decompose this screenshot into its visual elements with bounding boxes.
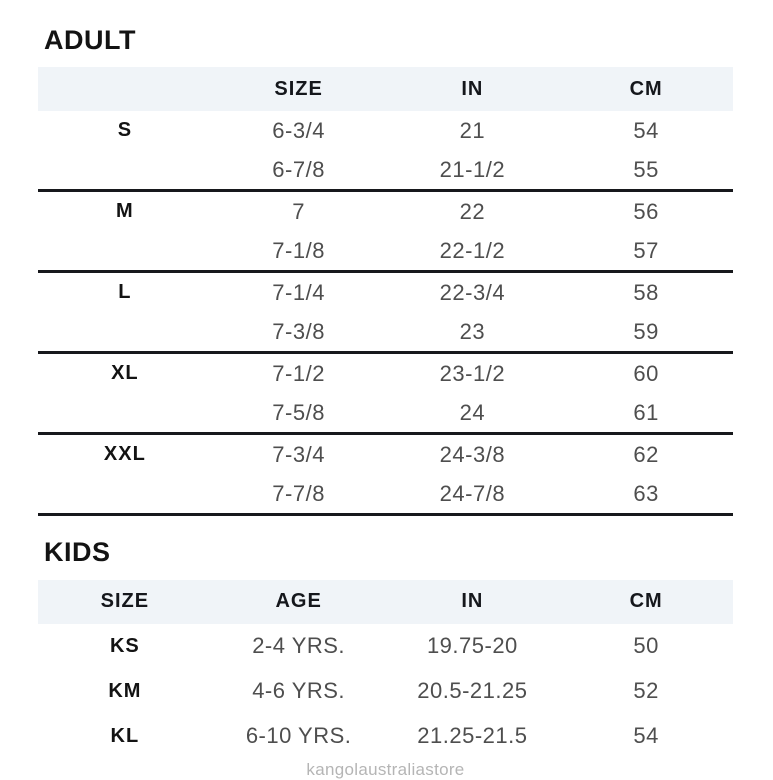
cell-cm: 54 bbox=[633, 117, 659, 143]
cell-cm: 59 bbox=[633, 318, 659, 344]
table-row bbox=[38, 393, 733, 432]
size-group-s bbox=[38, 111, 733, 192]
cell-in: 24-7/8 bbox=[439, 480, 506, 506]
size-label: M bbox=[116, 200, 134, 223]
cell-age: 2-4 YRS. bbox=[252, 633, 346, 659]
table-row bbox=[38, 669, 733, 714]
column-header-cm: CM bbox=[629, 590, 663, 613]
cell-in: 22-3/4 bbox=[439, 279, 506, 305]
cell-size: 7-3/8 bbox=[272, 318, 325, 344]
cell-size: 7-5/8 bbox=[272, 399, 325, 425]
cell-size: 6-7/8 bbox=[272, 156, 325, 182]
table-row bbox=[38, 354, 733, 393]
table-row bbox=[38, 192, 733, 231]
table-row bbox=[38, 474, 733, 513]
size-group-m bbox=[38, 192, 733, 273]
table-row bbox=[38, 231, 733, 270]
size-label: KM bbox=[108, 679, 142, 702]
column-header-in: IN bbox=[461, 77, 484, 100]
table-row bbox=[38, 714, 733, 759]
cell-age: 6-10 YRS. bbox=[245, 723, 352, 749]
cell-size: 6-3/4 bbox=[272, 117, 325, 143]
cell-size: 7-1/4 bbox=[272, 279, 325, 305]
cell-size: 7-1/8 bbox=[272, 237, 325, 263]
table-row bbox=[38, 150, 733, 189]
size-label: XXL bbox=[103, 443, 146, 466]
cell-cm: 61 bbox=[633, 399, 659, 425]
size-label: KS bbox=[109, 634, 140, 657]
cell-cm: 58 bbox=[633, 279, 659, 305]
table-row bbox=[38, 312, 733, 351]
cell-in: 24-3/8 bbox=[439, 441, 506, 467]
size-group-l bbox=[38, 273, 733, 354]
column-header-age: AGE bbox=[275, 590, 322, 613]
size-group-xxl bbox=[38, 435, 733, 516]
cell-cm: 57 bbox=[633, 237, 659, 263]
cell-in: 21-1/2 bbox=[439, 156, 506, 182]
column-header-in: IN bbox=[461, 590, 484, 613]
size-label: S bbox=[117, 119, 133, 142]
adult-table-header-row bbox=[38, 67, 733, 111]
cell-age: 4-6 YRS. bbox=[252, 678, 346, 704]
adult-size-table bbox=[38, 67, 733, 516]
cell-in: 21.25-21.5 bbox=[417, 723, 528, 749]
cell-cm: 62 bbox=[633, 441, 659, 467]
cell-in: 22-1/2 bbox=[439, 237, 506, 263]
cell-size: 7-7/8 bbox=[272, 480, 325, 506]
kids-table-header-row bbox=[38, 580, 733, 624]
table-row bbox=[38, 435, 733, 474]
cell-cm: 56 bbox=[633, 198, 659, 224]
cell-cm: 52 bbox=[633, 678, 659, 704]
kids-heading: KIDS bbox=[44, 537, 111, 568]
size-label: L bbox=[118, 281, 132, 304]
cell-in: 22 bbox=[459, 198, 486, 224]
cell-in: 20.5-21.25 bbox=[417, 678, 528, 704]
kids-size-table bbox=[38, 580, 733, 759]
cell-in: 24 bbox=[459, 399, 486, 425]
cell-cm: 63 bbox=[633, 480, 659, 506]
cell-in: 21 bbox=[459, 117, 486, 143]
cell-size: 7 bbox=[292, 198, 305, 224]
cell-cm: 60 bbox=[633, 360, 659, 386]
size-group-xl bbox=[38, 354, 733, 435]
cell-in: 23 bbox=[459, 318, 486, 344]
table-row bbox=[38, 111, 733, 150]
table-row bbox=[38, 273, 733, 312]
column-header-size: SIZE bbox=[100, 590, 150, 613]
cell-cm: 54 bbox=[633, 723, 659, 749]
size-label: KL bbox=[110, 724, 140, 747]
column-header-cm: CM bbox=[629, 77, 663, 100]
cell-size: 7-3/4 bbox=[272, 441, 325, 467]
watermark-text: kangolaustraliastore bbox=[306, 759, 465, 779]
cell-in: 19.75-20 bbox=[426, 633, 518, 659]
cell-size: 7-1/2 bbox=[272, 360, 325, 386]
size-label: XL bbox=[111, 362, 139, 385]
adult-heading: ADULT bbox=[44, 25, 136, 55]
cell-in: 23-1/2 bbox=[439, 360, 506, 386]
table-row bbox=[38, 624, 733, 669]
column-header-size: SIZE bbox=[274, 77, 323, 100]
cell-cm: 55 bbox=[633, 156, 659, 182]
cell-cm: 50 bbox=[633, 633, 659, 659]
